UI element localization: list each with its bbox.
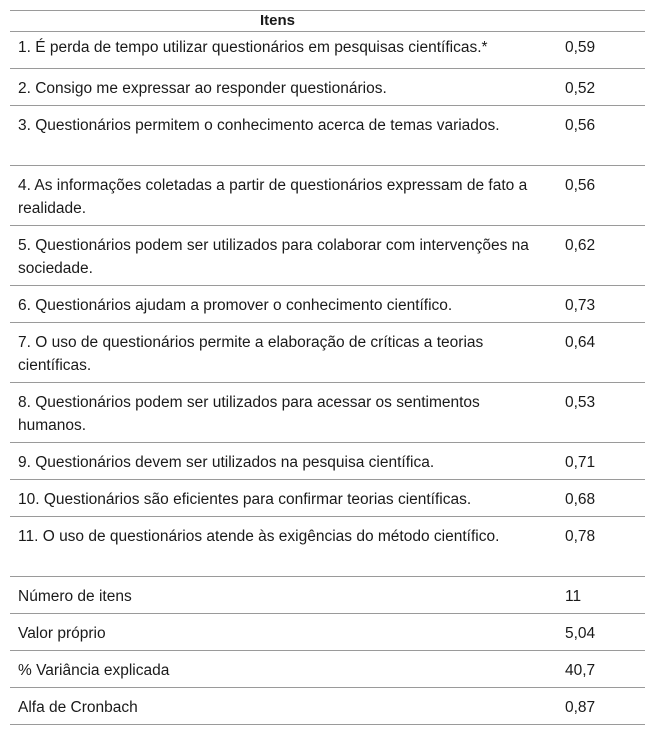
summary-row-cronbach-alpha (10, 688, 645, 725)
item-loading: 0,62 (565, 237, 596, 254)
item-loading: 0,56 (565, 177, 596, 194)
item-text: 6. Questionários ajudam a promover o conhecimento científico. (18, 297, 453, 314)
summary-label: Número de itens (18, 588, 132, 605)
summary-label: Alfa de Cronbach (18, 699, 138, 716)
item-text: 4. As informações coletadas a partir de questionários expressam de fato a realidade. (18, 177, 528, 217)
table-row (10, 226, 645, 286)
item-loading: 0,71 (565, 454, 596, 471)
item-loading: 0,53 (565, 394, 596, 411)
table-row (10, 480, 645, 517)
summary-value: 0,87 (565, 699, 596, 716)
summary-value: 40,7 (565, 662, 596, 679)
table-row (10, 443, 645, 480)
table-row (10, 517, 645, 577)
summary-row-number-of-items (10, 577, 645, 614)
item-loading: 0,59 (565, 39, 596, 56)
summary-value: 11 (565, 588, 582, 605)
table-header (10, 10, 645, 32)
item-text: 1. É perda de tempo utilizar questionários em pesquisas científicas.* (18, 39, 488, 56)
table-row (10, 106, 645, 166)
item-loading: 0,68 (565, 491, 596, 508)
item-text: 2. Consigo me expressar ao responder questionários. (18, 80, 387, 97)
item-loading: 0,64 (565, 334, 596, 351)
table-row (10, 383, 645, 443)
item-loading: 0,73 (565, 297, 596, 314)
item-loading: 0,52 (565, 80, 596, 97)
summary-row-eigenvalue (10, 614, 645, 651)
factor-table (10, 10, 645, 725)
item-text: 10. Questionários são eficientes para confirmar teorias científicas. (18, 491, 472, 508)
header-items-label: Itens (259, 12, 295, 29)
summary-label: Valor próprio (18, 625, 106, 642)
item-text: 11. O uso de questionários atende às exigências do método científico. (18, 528, 500, 545)
table-row (10, 69, 645, 106)
summary-label: % Variância explicada (18, 662, 170, 679)
item-text: 3. Questionários permitem o conhecimento acerca de temas variados. (18, 117, 500, 134)
table-row (10, 323, 645, 383)
item-text: 9. Questionários devem ser utilizados na pesquisa científica. (18, 454, 435, 471)
summary-value: 5,04 (565, 625, 596, 642)
item-text: 8. Questionários podem ser utilizados para acessar os sentimentos humanos. (18, 394, 480, 434)
item-loading: 0,78 (565, 528, 596, 545)
item-text: 7. O uso de questionários permite a elaboração de críticas a teorias científicas. (18, 334, 484, 374)
item-loading: 0,56 (565, 117, 596, 134)
table-row (10, 32, 645, 69)
table-row (10, 166, 645, 226)
summary-row-explained-variance (10, 651, 645, 688)
table-row (10, 286, 645, 323)
item-text: 5. Questionários podem ser utilizados para colaborar com intervenções na sociedade. (18, 237, 529, 277)
